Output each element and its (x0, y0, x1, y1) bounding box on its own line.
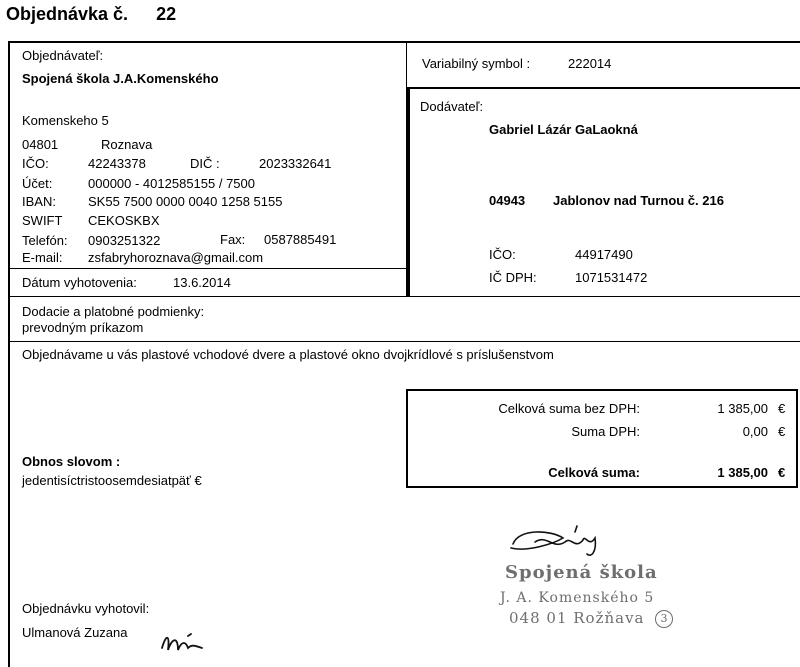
order-number: 22 (156, 4, 177, 24)
director-signature (505, 522, 620, 562)
orderer-ico: 42243378 (88, 156, 146, 171)
stamp-line3: 048 01 Rožňava (509, 609, 645, 627)
issuer-label: Objednávku vyhotovil: (22, 601, 150, 616)
orderer-email: zsfabryhoroznava@gmail.com (88, 250, 264, 265)
orderer-account: 000000 - 4012585155 / 7500 (88, 176, 255, 191)
orderer-fax: 0587885491 (264, 232, 337, 247)
date-label: Dátum vyhotovenia: (22, 275, 137, 290)
supplier-icdph: 1071531472 (575, 270, 648, 285)
terms-value: prevodným príkazom (22, 320, 144, 335)
document-title (6, 4, 176, 25)
vat-currency: € (778, 424, 786, 439)
terms-heading: Dodacie a platobné podmienky: (22, 304, 205, 319)
supplier-ico: 44917490 (575, 247, 633, 262)
supplier-icdph-label: IČ DPH: (489, 270, 537, 285)
orderer-phone-label: Telefón: (22, 233, 68, 248)
orderer-dic: 2023332641 (259, 156, 332, 171)
frame-top-border (8, 41, 800, 43)
orderer-iban: SK55 7500 0000 0040 1258 5155 (88, 194, 283, 209)
orderer-account-label: Účet: (22, 176, 53, 191)
supplier-zip: 04943 (489, 193, 526, 208)
orderer-city: Roznava (101, 137, 153, 152)
stamp-badge: 3 (655, 610, 673, 628)
orderer-zip: 04801 (22, 137, 59, 152)
orderer-dic-label: DIČ : (190, 156, 220, 171)
words-value: jedentisíctristoosemdesiatpäť € (22, 473, 202, 488)
variable-symbol-value: 222014 (568, 56, 612, 71)
orderer-email-label: E-mail: (22, 250, 63, 265)
orderer-street: Komenskeho 5 (22, 113, 109, 128)
orderer-swift-label: SWIFT (22, 213, 63, 228)
grand-total-label: Celková suma: (548, 465, 640, 480)
terms-bottom-border (10, 341, 800, 342)
grand-total-value: 1 385,00 (717, 465, 768, 480)
date-row-top-border (10, 268, 406, 269)
supplier-heading: Dodávateľ: (420, 99, 484, 114)
issuer-name: Ulmanová Zuzana (22, 625, 128, 640)
net-total-label: Celková suma bez DPH: (498, 401, 640, 416)
net-total-value: 1 385,00 (717, 401, 768, 416)
order-description: Objednávame u vás plastové vchodové dvere a plastové okno dvojkrídlové s príslušenstvom (22, 347, 554, 362)
stamp-line2: J. A. Komenského 5 (500, 590, 655, 606)
orderer-name: Spojená škola J.A.Komenského (22, 71, 219, 86)
supplier-ico-label: IČO: (489, 247, 516, 262)
title-label: Objednávka č. (6, 4, 129, 24)
variable-symbol-label: Variabilný symbol : (422, 56, 531, 71)
issuer-signature (158, 628, 216, 656)
vat-label: Suma DPH: (571, 424, 640, 439)
supplier-name: Gabriel Lázár GaLaokná (489, 122, 638, 137)
date-value: 13.6.2014 (173, 275, 231, 290)
orderer-heading: Objednávateľ: (22, 48, 104, 63)
orderer-fax-label: Fax: (220, 232, 246, 247)
header-bottom-border (10, 296, 800, 297)
orderer-iban-label: IBAN: (22, 194, 56, 209)
net-total-currency: € (778, 401, 786, 416)
vat-value: 0,00 (742, 424, 768, 439)
orderer-swift: CEKOSKBX (88, 213, 160, 228)
orderer-phone: 0903251322 (88, 233, 161, 248)
orderer-ico-label: IČO: (22, 156, 49, 171)
supplier-box-left-edge (407, 89, 410, 296)
words-label: Obnos slovom : (22, 454, 121, 469)
stamp-line1: Spojená škola (505, 562, 658, 583)
grand-total-currency: € (778, 465, 786, 480)
variable-symbol-divider (407, 87, 800, 89)
supplier-address: Jablonov nad Turnou č. 216 (553, 193, 724, 208)
frame-left-border (8, 41, 10, 667)
